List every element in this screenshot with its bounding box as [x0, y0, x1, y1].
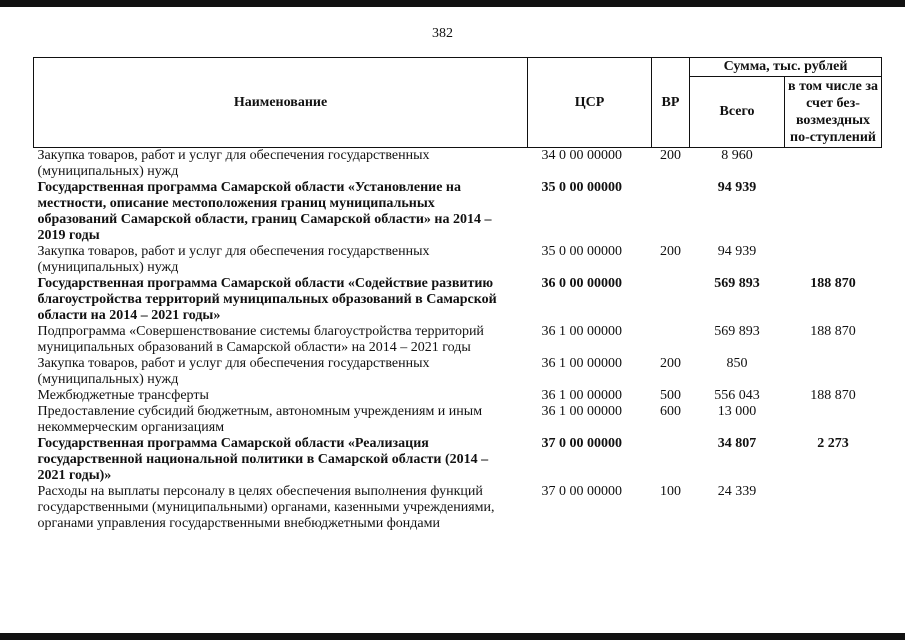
row-free: 2 273	[817, 436, 849, 451]
row-name: Государственная программа Самарской области «Содействие развитию благоустройства территорий муниципальных образований в Самарской области на 2014 – 2021 годы»	[37, 276, 497, 323]
row-csr: 37 0 00 00000	[541, 484, 622, 499]
header-name: Наименование	[34, 58, 528, 148]
row-vr: 100	[660, 484, 681, 499]
row-csr: 37 0 00 00000	[541, 436, 622, 451]
row-vr	[652, 180, 690, 244]
row-csr: 36 0 00 00000	[541, 276, 622, 291]
row-total: 94 939	[717, 180, 757, 195]
row-vr	[652, 324, 690, 356]
row-vr: 200	[660, 356, 681, 371]
row-free	[785, 404, 882, 436]
row-vr: 200	[660, 148, 681, 163]
row-csr: 34 0 00 00000	[541, 148, 622, 163]
table-row	[34, 388, 882, 404]
table-body	[34, 148, 882, 533]
row-total: 569 893	[714, 276, 760, 291]
header-csr: ЦСР	[528, 58, 652, 148]
row-name: Государственная программа Самарской области «Реализация государственной национальной политики в Самарской области (2014 – 2021 годы)»	[37, 436, 489, 483]
row-total: 556 043	[714, 388, 760, 403]
row-csr: 36 1 00 00000	[541, 356, 622, 371]
row-free: 188 870	[810, 324, 856, 339]
row-free	[785, 148, 882, 181]
table-row	[34, 180, 882, 244]
row-csr: 35 0 00 00000	[541, 244, 622, 259]
row-csr: 36 1 00 00000	[541, 404, 622, 419]
budget-table	[33, 57, 882, 532]
table-header	[34, 58, 882, 148]
table-row	[34, 436, 882, 484]
row-vr: 600	[660, 404, 681, 419]
row-name: Расходы на выплаты персоналу в целях обеспечения выполнения функций государственными (муниципальными) органами, казенными учреждениями, органами управления государственными внебюджетными фондами	[37, 484, 495, 531]
row-csr: 36 1 00 00000	[541, 324, 622, 339]
header-total: Всего	[690, 77, 785, 148]
row-total: 850	[726, 356, 748, 371]
row-csr: 36 1 00 00000	[541, 388, 622, 403]
table-row	[34, 276, 882, 324]
header-vr: ВР	[652, 58, 690, 148]
table-row	[34, 356, 882, 388]
row-total: 94 939	[717, 244, 757, 259]
row-name: Закупка товаров, работ и услуг для обеспечения государственных (муниципальных) нужд	[37, 244, 430, 275]
row-free	[785, 180, 882, 244]
row-total: 24 339	[717, 484, 757, 499]
row-total: 8 960	[721, 148, 753, 163]
row-free	[785, 484, 882, 532]
row-total: 34 807	[717, 436, 757, 451]
row-vr: 500	[660, 388, 681, 403]
row-free: 188 870	[810, 388, 856, 403]
row-total: 569 893	[714, 324, 760, 339]
row-csr: 35 0 00 00000	[541, 180, 622, 195]
page-number: 382	[432, 26, 453, 41]
row-name: Предоставление субсидий бюджетным, автономным учреждениям и иным некоммерческим организациям	[37, 404, 483, 435]
row-vr: 200	[660, 244, 681, 259]
table-row	[34, 404, 882, 436]
header-sum: Сумма, тыс. рублей	[690, 58, 882, 77]
row-name: Государственная программа Самарской области «Установление на местности, описание местоположения границ муниципальных образований Самарской области, границ Самарской области» на 2014 – 2019 годы	[37, 180, 492, 243]
row-name: Межбюджетные трансферты	[37, 388, 209, 403]
row-name: Закупка товаров, работ и услуг для обеспечения государственных (муниципальных) нужд	[37, 148, 430, 179]
row-total: 13 000	[717, 404, 757, 419]
row-free	[785, 356, 882, 388]
row-free: 188 870	[810, 276, 856, 291]
bottom-border-bar	[0, 633, 905, 640]
header-free-receipts: в том числе за счет без-возмездных по-ступлений	[785, 77, 882, 148]
table-row	[34, 484, 882, 532]
top-border-bar	[0, 0, 905, 7]
row-vr	[652, 276, 690, 324]
table-row	[34, 244, 882, 276]
row-free	[785, 244, 882, 276]
table-row	[34, 148, 882, 181]
row-vr	[652, 436, 690, 484]
row-name: Закупка товаров, работ и услуг для обеспечения государственных (муниципальных) нужд	[37, 356, 430, 387]
row-name: Подпрограмма «Совершенствование системы благоустройства территорий муниципальных образований в Самарской области» на 2014 – 2021 годы	[37, 324, 484, 355]
table-row	[34, 324, 882, 356]
